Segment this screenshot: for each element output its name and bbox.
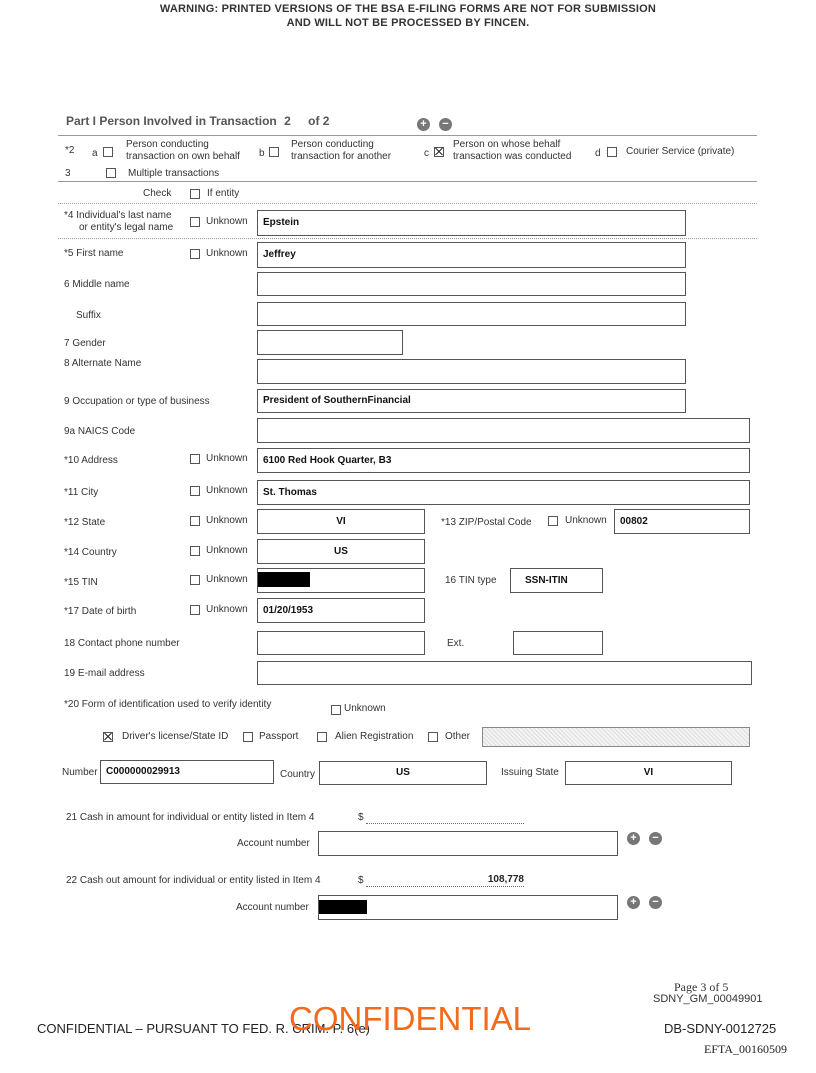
cash-out-amount[interactable] xyxy=(366,874,524,887)
warning-banner xyxy=(0,2,816,30)
page-number: Page 3 of 5 xyxy=(674,980,729,994)
country-field[interactable]: US xyxy=(257,539,425,564)
item2b-letter: b xyxy=(259,148,265,159)
item2a-label-1: Person conducting xyxy=(126,139,209,150)
first-name-field[interactable]: Jeffrey xyxy=(257,242,686,268)
email-label: 19 E-mail address xyxy=(64,668,145,679)
cash-out-add-icon[interactable]: + xyxy=(627,896,640,909)
dob-field[interactable]: 01/20/1953 xyxy=(257,598,425,623)
check-label: Check xyxy=(143,188,172,199)
part-title-text: Part I Person Involved in Transaction xyxy=(66,114,277,128)
middle-name-field[interactable] xyxy=(257,272,686,296)
item3-checkbox[interactable] xyxy=(106,168,116,178)
tin-label: *15 TIN xyxy=(64,577,98,588)
cash-in-dollar: $ xyxy=(358,812,364,823)
warning-line-1: WARNING: PRINTED VERSIONS OF THE BSA E-FILING FORMS ARE NOT FOR SUBMISSION xyxy=(159,3,657,15)
item3-number: 3 xyxy=(65,168,71,179)
address-unknown-checkbox[interactable] xyxy=(190,454,200,464)
confidential-notice: CONFIDENTIAL – PURSUANT TO FED. R. CRIM. P. 6(e) xyxy=(37,1021,371,1036)
confidential-stamp: CONFIDENTIAL xyxy=(289,1000,532,1037)
city-field[interactable]: St. Thomas xyxy=(257,480,750,505)
zip-unknown-checkbox[interactable] xyxy=(548,516,558,526)
item2b-label-1: Person conducting xyxy=(291,139,374,150)
country-unknown-label: Unknown xyxy=(206,545,248,556)
bates-efta: EFTA_00160509 xyxy=(704,1042,788,1056)
last-name-field[interactable]: Epstein xyxy=(257,210,686,236)
phone-ext-field[interactable] xyxy=(513,631,603,655)
last-name-unknown-checkbox[interactable] xyxy=(190,217,200,227)
naics-label: 9a NAICS Code xyxy=(64,426,136,437)
occupation-label: 9 Occupation or type of business xyxy=(64,396,210,407)
zip-label: *13 ZIP/Postal Code xyxy=(441,517,532,528)
state-field[interactable]: VI xyxy=(257,509,425,534)
bates-sdny-gm: SDNY_GM_00049901 xyxy=(653,993,763,1005)
item2-number: *2 xyxy=(65,145,75,156)
tin-redaction xyxy=(258,572,310,587)
part-index: 2 xyxy=(284,114,291,128)
city-unknown-checkbox[interactable] xyxy=(190,486,200,496)
id-other-label: Other xyxy=(445,731,471,742)
id-issuing-state-field[interactable]: VI xyxy=(565,761,732,785)
dob-label: *17 Date of birth xyxy=(64,606,137,617)
tin-unknown-checkbox[interactable] xyxy=(190,575,200,585)
middle-name-label: 6 Middle name xyxy=(64,279,130,290)
item2a-label-2: transaction on own behalf xyxy=(126,151,240,162)
id-country-label: Country xyxy=(280,769,316,780)
tin-unknown-label: Unknown xyxy=(206,574,248,585)
city-label: *11 City xyxy=(64,487,99,498)
gender-label: 7 Gender xyxy=(64,338,106,349)
phone-ext-label: Ext. xyxy=(447,638,465,649)
id-unknown-checkbox[interactable] xyxy=(331,705,341,715)
id-license-label: Driver's license/State ID xyxy=(122,731,229,742)
item2c-letter: c xyxy=(424,148,429,159)
cash-in-label: 21 Cash in amount for individual or entity listed in Item 4 xyxy=(66,812,315,823)
cash-out-amount-value: 108,778 xyxy=(487,874,524,885)
address-field[interactable]: 6100 Red Hook Quarter, B3 xyxy=(257,448,750,473)
cash-out-dollar: $ xyxy=(358,875,364,886)
item2d-checkbox[interactable] xyxy=(607,147,617,157)
id-passport-label: Passport xyxy=(259,731,299,742)
cash-out-label: 22 Cash out amount for individual or entity listed in Item 4 xyxy=(66,875,321,886)
occupation-field[interactable]: President of SouthernFinancial xyxy=(257,389,686,413)
item2a-checkbox[interactable] xyxy=(103,147,113,157)
item2d-letter: d xyxy=(595,148,601,159)
zip-field[interactable]: 00802 xyxy=(614,509,750,534)
item2b-checkbox[interactable] xyxy=(269,147,279,157)
id-passport-checkbox[interactable] xyxy=(243,732,253,742)
item3-label: Multiple transactions xyxy=(128,168,220,179)
id-other-checkbox[interactable] xyxy=(428,732,438,742)
id-unknown-label: Unknown xyxy=(344,703,386,714)
item2d-label: Courier Service (private) xyxy=(626,146,735,157)
id-alien-label: Alien Registration xyxy=(335,731,414,742)
id-number-label: Number xyxy=(62,767,98,778)
id-form-label: *20 Form of identification used to verify identity xyxy=(64,699,272,710)
dob-unknown-checkbox[interactable] xyxy=(190,605,200,615)
cash-in-account-field[interactable] xyxy=(318,831,618,856)
row-divider xyxy=(58,238,757,239)
cash-out-account-redaction xyxy=(319,900,367,914)
zip-unknown-label: Unknown xyxy=(565,515,607,526)
first-name-unknown-checkbox[interactable] xyxy=(190,249,200,259)
country-label: *14 Country xyxy=(64,547,117,558)
alternate-name-field[interactable] xyxy=(257,359,686,384)
bates-db-sdny: DB-SDNY-0012725 xyxy=(664,1021,777,1036)
if-entity-checkbox[interactable] xyxy=(190,189,200,199)
state-label: *12 State xyxy=(64,517,106,528)
entity-divider xyxy=(58,203,757,204)
suffix-label: Suffix xyxy=(76,310,101,321)
id-alien-checkbox[interactable] xyxy=(317,732,327,742)
cash-in-account-label: Account number xyxy=(237,838,310,849)
email-field[interactable] xyxy=(257,661,752,685)
id-license-checkbox-checked[interactable] xyxy=(103,732,113,742)
alternate-name-label: 8 Alternate Name xyxy=(64,358,142,369)
warning-line-2: AND WILL NOT BE PROCESSED BY FINCEN. xyxy=(286,17,530,29)
suffix-field[interactable] xyxy=(257,302,686,326)
part-of-label: of xyxy=(308,114,320,128)
naics-field[interactable] xyxy=(257,418,750,443)
last-name-label-1: *4 Individual's last name xyxy=(64,210,172,221)
cash-in-add-icon[interactable]: + xyxy=(627,832,640,845)
id-number-field[interactable]: C000000029913 xyxy=(100,760,274,784)
phone-field[interactable] xyxy=(257,631,425,655)
address-label: *10 Address xyxy=(64,455,118,466)
item2c-label-1: Person on whose behalf xyxy=(453,139,561,150)
country-unknown-checkbox[interactable] xyxy=(190,546,200,556)
remove-person-icon[interactable]: − xyxy=(439,118,452,131)
tin-type-label: 16 TIN type xyxy=(445,575,497,586)
part-title xyxy=(66,115,329,127)
gender-field[interactable] xyxy=(257,330,403,355)
address-unknown-label: Unknown xyxy=(206,453,248,464)
tin-type-field[interactable]: SSN-ITIN xyxy=(510,568,603,593)
item2b-label-2: transaction for another xyxy=(291,151,392,162)
cash-in-remove-icon[interactable]: − xyxy=(649,832,662,845)
state-unknown-checkbox[interactable] xyxy=(190,516,200,526)
id-issuing-state-label: Issuing State xyxy=(501,767,559,778)
last-name-unknown-label: Unknown xyxy=(206,216,248,227)
if-entity-label: If entity xyxy=(207,188,240,199)
item2c-label-2: transaction was conducted xyxy=(453,151,572,162)
last-name-label-2: or entity's legal name xyxy=(79,222,174,233)
cash-in-amount[interactable] xyxy=(366,823,524,824)
add-person-icon[interactable]: + xyxy=(417,118,430,131)
part-total: 2 xyxy=(322,114,330,128)
cash-out-account-label: Account number xyxy=(236,902,309,913)
first-name-unknown-label: Unknown xyxy=(206,248,248,259)
id-country-field[interactable]: US xyxy=(319,761,487,785)
state-unknown-label: Unknown xyxy=(206,515,248,526)
id-other-field-disabled xyxy=(482,727,750,747)
first-name-label: *5 First name xyxy=(64,248,124,259)
item2a-letter: a xyxy=(92,148,98,159)
item2c-checkbox-checked[interactable] xyxy=(434,147,444,157)
part-divider xyxy=(58,135,757,136)
cash-out-remove-icon[interactable]: − xyxy=(649,896,662,909)
phone-label: 18 Contact phone number xyxy=(64,638,180,649)
dob-unknown-label: Unknown xyxy=(206,604,248,615)
city-unknown-label: Unknown xyxy=(206,485,248,496)
item3-divider xyxy=(58,181,757,182)
